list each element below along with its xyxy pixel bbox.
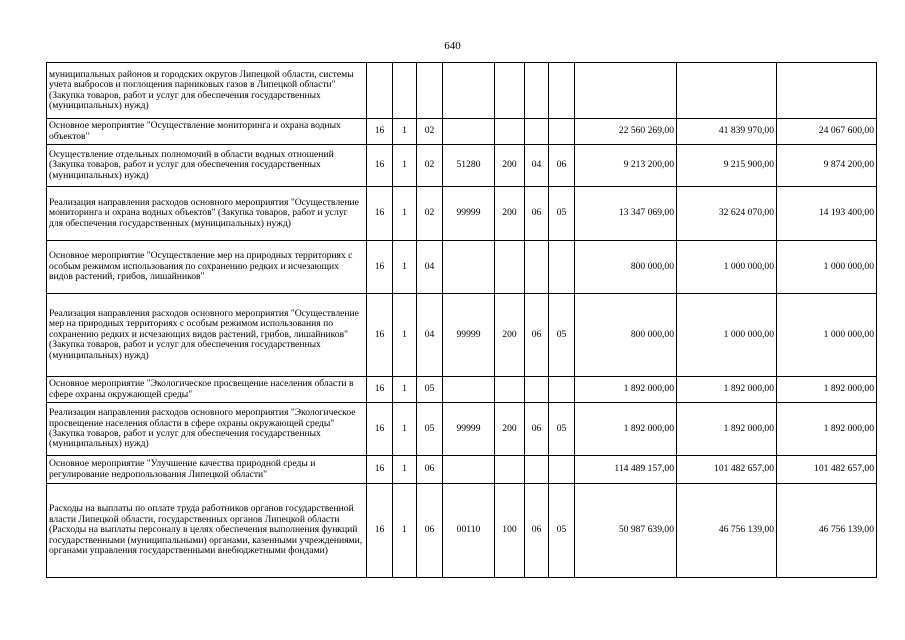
subsection-code: 05 [549, 294, 575, 377]
amount-year-1: 1 892 000,00 [575, 403, 677, 456]
table-row [47, 241, 877, 294]
amount-year-3: 1 000 000,00 [777, 294, 877, 377]
subsection-code [549, 241, 575, 294]
expense-type-code: 100 [495, 484, 525, 578]
table-row [47, 403, 877, 456]
table-row [47, 377, 877, 403]
admin-code: 16 [367, 119, 393, 145]
amount-year-2: 1 000 000,00 [677, 294, 777, 377]
row-description: Основное мероприятие "Улучшение качества природной среды и регулирование недропользования Липецкой области" [47, 456, 367, 484]
direction-code [443, 241, 495, 294]
section-code [525, 241, 549, 294]
section-code: 06 [525, 403, 549, 456]
program-code: 1 [393, 241, 417, 294]
admin-code: 16 [367, 145, 393, 187]
program-code: 1 [393, 119, 417, 145]
section-code [525, 377, 549, 403]
subsection-code [549, 63, 575, 119]
event-code: 06 [417, 484, 443, 578]
subsection-code [549, 119, 575, 145]
direction-code [443, 377, 495, 403]
admin-code: 16 [367, 377, 393, 403]
subsection-code: 05 [549, 484, 575, 578]
program-code: 1 [393, 403, 417, 456]
page-number: 640 [444, 40, 461, 52]
table-row [47, 294, 877, 377]
table-row [47, 119, 877, 145]
table-row [47, 456, 877, 484]
amount-year-1: 800 000,00 [575, 241, 677, 294]
expense-type-code [495, 119, 525, 145]
row-description: Реализация направления расходов основного мероприятия "Осуществление мер на природных территориях с особым режимом использования по сохранению редких и исчезающих видов растений, грибов, лишайников" (Закупка товаров, работ и услуг для обеспечения государственных (муниципальных) нужд) [47, 294, 367, 377]
program-code: 1 [393, 294, 417, 377]
admin-code: 16 [367, 403, 393, 456]
amount-year-3 [777, 63, 877, 119]
event-code: 04 [417, 241, 443, 294]
direction-code: 51280 [443, 145, 495, 187]
program-code: 1 [393, 187, 417, 241]
admin-code: 16 [367, 456, 393, 484]
section-code [525, 119, 549, 145]
table-row [47, 145, 877, 187]
expense-type-code: 200 [495, 403, 525, 456]
expense-type-code: 200 [495, 294, 525, 377]
section-code: 06 [525, 187, 549, 241]
subsection-code: 05 [549, 403, 575, 456]
expense-type-code [495, 241, 525, 294]
subsection-code [549, 456, 575, 484]
amount-year-2: 1 892 000,00 [677, 403, 777, 456]
event-code: 02 [417, 187, 443, 241]
admin-code: 16 [367, 187, 393, 241]
table-row [47, 484, 877, 578]
amount-year-1: 13 347 069,00 [575, 187, 677, 241]
amount-year-1: 114 489 157,00 [575, 456, 677, 484]
table-row [47, 187, 877, 241]
subsection-code [549, 377, 575, 403]
budget-table [46, 62, 877, 578]
subsection-code: 05 [549, 187, 575, 241]
expense-type-code [495, 63, 525, 119]
amount-year-2: 1 892 000,00 [677, 377, 777, 403]
event-code: 02 [417, 145, 443, 187]
section-code: 04 [525, 145, 549, 187]
amount-year-3: 46 756 139,00 [777, 484, 877, 578]
subsection-code: 06 [549, 145, 575, 187]
row-description: Основное мероприятие "Осуществление мер на природных территориях с особым режимом использования по сохранению редких и исчезающих видов растений, грибов, лишайников" [47, 241, 367, 294]
program-code: 1 [393, 145, 417, 187]
amount-year-3: 9 874 200,00 [777, 145, 877, 187]
admin-code: 16 [367, 241, 393, 294]
amount-year-1: 50 987 639,00 [575, 484, 677, 578]
direction-code: 99999 [443, 294, 495, 377]
row-description: Реализация направления расходов основного мероприятия "Экологическое просвещение населения области в сфере охраны окружающей среды" (Закупка товаров, работ и услуг для обеспечения государственных (муниципальных) нужд) [47, 403, 367, 456]
amount-year-3: 1 892 000,00 [777, 377, 877, 403]
direction-code: 00110 [443, 484, 495, 578]
event-code: 05 [417, 403, 443, 456]
program-code: 1 [393, 456, 417, 484]
amount-year-3: 1 000 000,00 [777, 241, 877, 294]
program-code [393, 63, 417, 119]
row-description: муниципальных районов и городских округов Липецкой области, системы учета выбросов и поглощения парниковых газов в Липецкой области" (Закупка товаров, работ и услуг для обеспечения государственных (муниципальных) нужд) [47, 63, 367, 119]
section-code [525, 456, 549, 484]
program-code: 1 [393, 377, 417, 403]
row-description: Реализация направления расходов основного мероприятия "Осуществление мониторинга и охрана водных объектов" (Закупка товаров, работ и услуг для обеспечения государственных (муниципальных) нужд) [47, 187, 367, 241]
admin-code: 16 [367, 294, 393, 377]
amount-year-2: 101 482 657,00 [677, 456, 777, 484]
amount-year-2: 41 839 970,00 [677, 119, 777, 145]
expense-type-code [495, 377, 525, 403]
amount-year-2: 32 624 070,00 [677, 187, 777, 241]
direction-code [443, 63, 495, 119]
amount-year-3: 14 193 400,00 [777, 187, 877, 241]
row-description: Осуществление отдельных полномочий в области водных отношений (Закупка товаров, работ и услуг для обеспечения государственных (муниципальных) нужд) [47, 145, 367, 187]
amount-year-1: 800 000,00 [575, 294, 677, 377]
event-code: 04 [417, 294, 443, 377]
program-code: 1 [393, 484, 417, 578]
amount-year-3: 101 482 657,00 [777, 456, 877, 484]
expense-type-code: 200 [495, 145, 525, 187]
event-code: 05 [417, 377, 443, 403]
section-code: 06 [525, 484, 549, 578]
section-code [525, 63, 549, 119]
amount-year-2: 46 756 139,00 [677, 484, 777, 578]
amount-year-1: 9 213 200,00 [575, 145, 677, 187]
direction-code: 99999 [443, 187, 495, 241]
admin-code [367, 63, 393, 119]
amount-year-1 [575, 63, 677, 119]
event-code: 06 [417, 456, 443, 484]
amount-year-3: 24 067 600,00 [777, 119, 877, 145]
direction-code: 99999 [443, 403, 495, 456]
amount-year-2 [677, 63, 777, 119]
amount-year-2: 9 215 900,00 [677, 145, 777, 187]
expense-type-code [495, 456, 525, 484]
section-code: 06 [525, 294, 549, 377]
row-description: Расходы на выплаты по оплате труда работников органов государственной власти Липецкой области, государственных органов Липецкой области (Расходы на выплаты персоналу в целях обеспечения выполнения функций государственными (муниципальными) органами, казенными учреждениями, органами управления государственными внебюджетными фондами) [47, 484, 367, 578]
expense-type-code: 200 [495, 187, 525, 241]
table-row [47, 63, 877, 119]
amount-year-1: 1 892 000,00 [575, 377, 677, 403]
amount-year-1: 22 560 269,00 [575, 119, 677, 145]
amount-year-2: 1 000 000,00 [677, 241, 777, 294]
event-code: 02 [417, 119, 443, 145]
event-code [417, 63, 443, 119]
direction-code [443, 456, 495, 484]
direction-code [443, 119, 495, 145]
row-description: Основное мероприятие "Осуществление мониторинга и охрана водных объектов" [47, 119, 367, 145]
admin-code: 16 [367, 484, 393, 578]
amount-year-3: 1 892 000,00 [777, 403, 877, 456]
row-description: Основное мероприятие "Экологическое просвещение населения области в сфере охраны окружающей среды" [47, 377, 367, 403]
